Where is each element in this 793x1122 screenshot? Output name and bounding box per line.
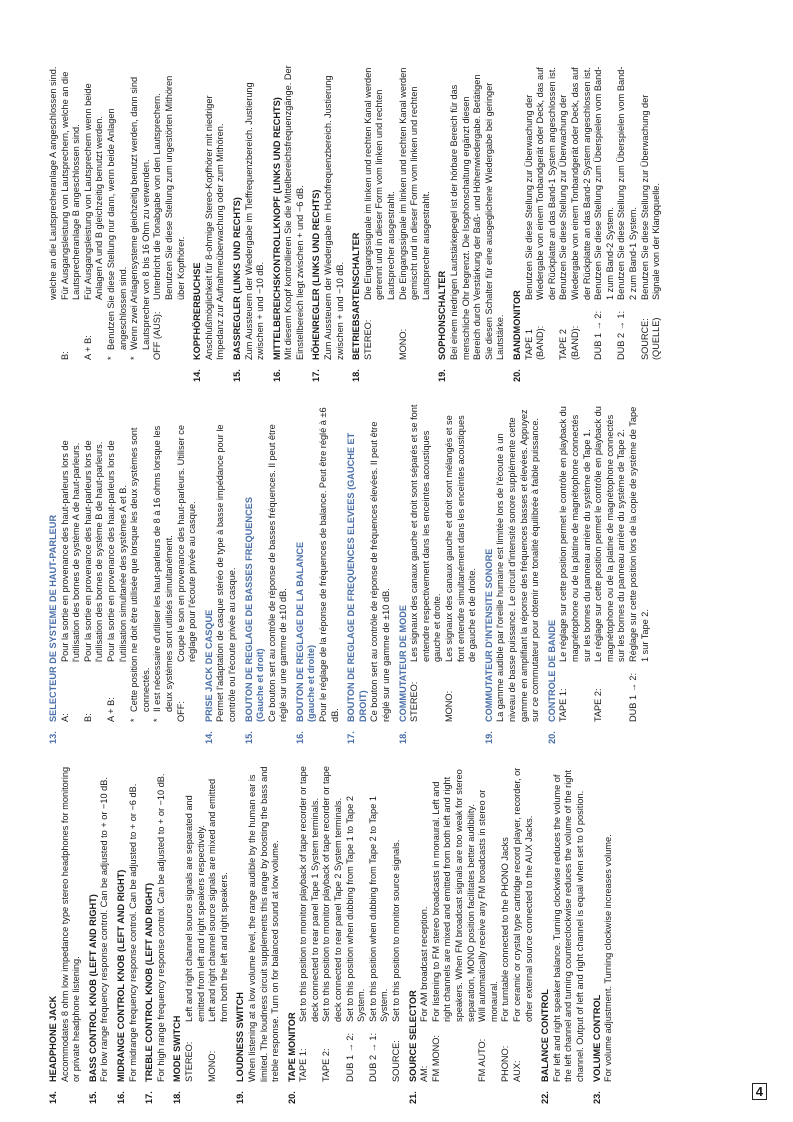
option-key: A + B: <box>105 697 116 722</box>
option-key: FM MONO: <box>430 1035 441 1082</box>
option-row <box>431 764 477 1082</box>
section <box>48 64 187 382</box>
bullet-icon: * <box>129 718 140 722</box>
section-content <box>48 404 199 722</box>
option-row <box>60 404 83 722</box>
option-desc: Für Ausgangsleistung von Lautsprechern, welche an die Lautsprecheranlage B angeschlossen sind. <box>59 71 82 300</box>
option-desc: Pour la sortie en provenance des haut-parleurs lors de l'utilisation des bornes de système B de haut-parleurs. <box>82 440 105 662</box>
section-title: SOPHONSCHALTER <box>437 270 448 360</box>
option-desc: Set to this position to monitor playback of tape recorder or tape deck connected to rear panel Tape 1 System terminals. <box>298 766 320 1022</box>
section-title: BOUTON DE REGLAGE DE BASSES FREQUENCES <box>243 497 254 722</box>
section-number: 22. <box>540 1091 551 1104</box>
option-key: B: <box>59 351 70 360</box>
option-desc: For listening to FM stereo broadcasts in monaural. Left and right channels are mixed and emitted from both left and right speakers. When FM broadcast signals are too weak for stereo separation, MONO position facilitates better audibility. <box>430 769 476 1022</box>
option-desc: Les signaux des canaux gauche et droit sont mélangés et se font entendre simultanément dans les enceintes acoustiques de gauche et de droite. <box>444 415 478 662</box>
option-key: STEREO: <box>183 1041 194 1082</box>
section-content <box>287 764 403 1082</box>
section-content <box>172 764 230 1082</box>
option-key: TAPE 1: <box>298 1048 309 1082</box>
section <box>351 64 432 382</box>
bullet-text: Benutzen Sie diese Stellung nur dann, wenn beide Anlagen angeschlossen sind. <box>105 108 128 350</box>
option-row <box>184 764 207 1082</box>
section-title: LOUDNESS SWITCH <box>235 992 246 1082</box>
section <box>244 404 290 744</box>
section-content <box>88 764 111 1082</box>
bullet-icon: * <box>129 356 140 360</box>
german-column <box>48 64 768 382</box>
section-number: 19. <box>437 369 448 382</box>
option-row <box>512 764 535 1082</box>
section <box>272 64 307 382</box>
section-number: 17. <box>144 1091 155 1104</box>
section-number <box>48 360 187 382</box>
section-body: Zum Aussteuern der Wiedergabe im Hochfrequenzbereich. Justierung zwischen + und −10 dB. <box>323 75 345 360</box>
bullet-text: Cette position ne doit être utilisée que lorsque les deux systèmes sont connectés. <box>129 427 151 712</box>
section-subtitle: (gauche et droite) <box>306 644 317 722</box>
option-key: TAPE 2: <box>593 688 604 722</box>
section-body: For left and right speaker balance. Turning clockwise reduces the volume of the left channel and turning counterclockwise reduces the volume of the right channel. Output of left and right channel is equal when set to 0 position. <box>551 769 585 1082</box>
option-key: DUB 1 → 2: <box>344 1032 355 1082</box>
option-row <box>83 64 106 360</box>
section-subtitle: (Gauche et droit) <box>255 648 266 722</box>
bullet-text: Wenn zwei Anlagensysteme gleichzeitig benutzt werden, dann sind Lautsprecher von 8 bis 16 Ohm zu verwenden. <box>129 76 151 350</box>
option-row <box>321 764 344 1082</box>
option-row <box>368 764 391 1082</box>
option-row <box>593 64 616 360</box>
section <box>437 64 507 382</box>
section-body: Pour le réglage de la réponse de fréquences de balance. Peut être réglé à ±6 dB. <box>318 407 340 722</box>
option-desc: Unterbricht die Tonabgabe von den Lautsprechern. Benutzen Sie diese Stellung zum ungestörten Mithören über Kopfhörer. <box>152 75 186 300</box>
section-title: MIDRANGE CONTROL KNOB (LEFT AND RIGHT) <box>115 869 126 1082</box>
section <box>48 404 199 744</box>
option-desc: Left and right channel source signals are separated and emitted from left and right speakers respectively. <box>183 795 206 1022</box>
section-title: BANDMONITOR <box>511 290 522 360</box>
section-content <box>116 764 139 1082</box>
option-key: MONO: <box>444 690 454 722</box>
section-title: BASSREGLER (LINKS UND RECHTS) <box>231 197 242 360</box>
section-content <box>592 764 615 1082</box>
section-title: COMMUTATEUR DE MODE <box>397 604 408 722</box>
section-title: BOUTON DE REGLAGE DE FREQUENCES ELEVEES (GAUCHE ET DROIT) <box>346 432 368 722</box>
section <box>48 764 83 1104</box>
section <box>547 404 651 744</box>
option-desc: Pour la sortie en provenance des haut-parleurs lors de l'utilisation des bornes de système A de haut-parleurs. <box>59 440 82 662</box>
section-content <box>272 64 307 360</box>
option-row <box>558 64 593 360</box>
section <box>408 764 536 1104</box>
section-content <box>232 64 267 360</box>
section-title: BOUTON DE REGLAGE DE LA BALANCE <box>294 541 305 722</box>
option-row <box>176 404 199 722</box>
section-number: 19. <box>483 731 494 744</box>
section-title: COMMUTATEUR D'INTENSITE SONORE <box>483 548 494 722</box>
section-title: HÖHENREGLER (LINKS UND RECHTS) <box>311 189 322 360</box>
option-row <box>345 764 368 1082</box>
section-title: BETRIEBSARTENSCHALTER <box>351 232 362 360</box>
option-key: DUB 2 → 1: <box>367 1032 378 1082</box>
section <box>235 764 281 1104</box>
option-row <box>640 64 663 360</box>
option-key: STEREO: <box>409 681 420 722</box>
section-number: 15. <box>243 731 254 744</box>
option-key: FM AUTO: <box>477 1038 488 1082</box>
section-content <box>351 64 432 360</box>
option-desc: Pour la sortie en provenance des haut-parleurs lors de l'utilisation simultanée des systèmes A et B. <box>105 440 128 662</box>
section-content <box>484 404 542 722</box>
section-number: 20. <box>286 1091 297 1104</box>
option-key: B: <box>82 713 93 722</box>
option-key: TAPE 1: <box>558 688 569 722</box>
section-number: 15. <box>87 1091 98 1104</box>
option-row <box>60 64 83 360</box>
section-body: When listening at a low volume level, the range audible by the human ear is limited. The loudness circuit supplements this range by boosting the bass and treble response. Turn on for balanced sound at low volume. <box>246 766 281 1082</box>
option-row <box>628 404 651 722</box>
section-content <box>512 64 663 360</box>
section-body: Ce bouton sert au contrôle de réponse de basses fréquences. Il peut être réglé sur une gamme de ±10 dB. <box>266 424 289 722</box>
option-desc: Die Eingangssignale im linken und rechten Kanal werden getrennt und in dieser Form vom linken und rechten Lautsprecher ausgestrahlt. <box>362 67 397 300</box>
section-title: TAPE MONITOR <box>286 1012 297 1082</box>
option-desc: Set to this position when dubbing from Tape 2 to Tape 1 System. <box>367 796 390 1022</box>
section <box>311 64 346 382</box>
section-number: 18. <box>397 731 408 744</box>
section-title: MITTELBEREICHSKONTROLLKNOPF (LINKS UND RECHTS) <box>271 97 282 360</box>
option-key: STEREO: <box>362 319 373 360</box>
section-body: For low range frequency response control. Can be adjusted to + or −10 dB. <box>99 777 110 1082</box>
option-desc: Le réglage sur cette position permet le contrôle en playback du magnétophone ou de la platine de magnétophone connectés sur les bornes du panneau arrière du système de Tape 1. <box>558 406 592 662</box>
option-key: MONO: <box>397 328 408 360</box>
option-desc: Set to this position when dubbing from Tape 1 to Tape 2 System. <box>344 796 367 1022</box>
english-column <box>48 764 768 1104</box>
option-desc: Die Eingangssignale im linken und rechten Kanal werden gemischt und in dieser Form vom linken und rechten Lautsprecher ausgestrahlt. <box>397 67 431 300</box>
section-content <box>144 764 167 1082</box>
section-title: BALANCE CONTROL <box>540 989 551 1082</box>
option-desc: Benutzen Sie diese Stellung zum Überspielen vom Band-2 zum Band-1 System. <box>616 66 638 300</box>
section <box>540 764 586 1104</box>
option-desc: Benutzen Sie diese Stellung zur Überwachung der Wiedergabe von einem Tonbandgerät oder Deck, das auf der Rückplatte an das Band-1 System angeschlossen ist. <box>523 67 557 300</box>
section-content <box>48 764 83 1082</box>
option-desc: Set to this position to monitor source signals. <box>391 839 402 1022</box>
option-row <box>616 64 639 360</box>
option-row <box>500 764 512 1082</box>
option-key: A + B: <box>82 335 93 360</box>
option-key: DUB 1 → 2: <box>593 310 604 360</box>
bullet-note <box>129 404 152 722</box>
section-number: 23. <box>591 1091 602 1104</box>
option-row <box>391 764 403 1082</box>
option-key: TAPE 1 (BAND): <box>523 325 546 360</box>
option-desc: Le réglage sur cette position permet le contrôle en playback du magnétophone ou de la platine de magnétophone connectés sur les bornes du panneau arrière du système de Tape 2. <box>593 406 627 662</box>
section-content <box>48 64 187 360</box>
section-number: 20. <box>546 731 557 744</box>
option-key: DUB 1 → 2: <box>627 672 638 722</box>
section-number: 18. <box>172 1091 183 1104</box>
section-body: Anschlußmöglichkeit für 8-ohmige Stereo-Kopfhörer mit niedriger Impedanz zur Aufnahmeüberwachung oder zum Mithören. <box>203 95 226 360</box>
section-content <box>204 404 239 722</box>
section-content <box>244 404 290 722</box>
option-desc: Set to this position to monitor playback of tape recorder or tape deck connected to rear panel Tape 2 System terminals. <box>321 766 344 1022</box>
section-number: 13. <box>48 731 58 744</box>
option-desc: Will automatically receive any FM broadcasts in stereo or monaural. <box>477 789 499 1022</box>
section-title: MODE SWITCH <box>172 1015 183 1082</box>
option-desc: For turntable connected to the PHONO Jacks <box>500 837 511 1022</box>
option-row <box>298 764 321 1082</box>
option-row <box>398 64 433 360</box>
option-key: PHONO: <box>500 1045 511 1082</box>
section-number: 20. <box>511 369 522 382</box>
option-key: MONO: <box>207 1050 218 1082</box>
section-number: 16. <box>294 731 305 744</box>
section-content <box>311 64 346 360</box>
section-number: 21. <box>407 1091 418 1104</box>
section-content <box>547 404 651 722</box>
section-body: Ce bouton sert au contrôle de réponse de fréquences élevées. Il peut être réglé sur une gamme de ±10 dB. <box>369 421 392 722</box>
section <box>592 764 615 1104</box>
option-row <box>409 404 444 722</box>
section-number: 15. <box>231 369 242 382</box>
section-title: HEADPHONE JACK <box>48 995 58 1082</box>
option-key <box>48 300 60 360</box>
page-number: 4 <box>752 1083 767 1100</box>
section-number: 18. <box>351 369 362 382</box>
section-content <box>235 764 281 1082</box>
section-content <box>295 404 341 722</box>
section <box>172 764 230 1104</box>
section <box>88 764 111 1104</box>
section <box>144 764 167 1104</box>
section <box>484 404 542 744</box>
option-key: AUX: <box>511 1060 522 1082</box>
option-key: TAPE 2: <box>321 1048 332 1082</box>
bullet-note <box>152 404 175 722</box>
option-row <box>444 404 479 722</box>
section-number: 16. <box>115 1091 126 1104</box>
bullet-icon: * <box>105 356 116 360</box>
section-body: Zum Aussteuern der Wiedergabe im Tieffrequenzbereich. Justierung zwischen + und −10 dB. <box>243 82 266 360</box>
option-desc: For AM broadcast reception. <box>419 906 430 1022</box>
option-desc: Coupe le son en provenance des haut-parleurs. Utiliser ce réglage pour l'écoute privée au casque. <box>175 425 198 662</box>
option-desc: Benutzen Sie diese Stellung zum Überspielen vom Band-1 zum Band-2 System. <box>593 66 615 300</box>
section-title: SELECTEUR DE SYSTEME DE HAUT-PARLEUR <box>48 514 58 722</box>
section <box>204 404 239 744</box>
section-title: PRISE JACK DE CASQUE <box>203 609 214 722</box>
option-desc: Benutzen Sie diese Stellung zur Überwachung der Wiedergabe von einem Tonbandgerät oder Deck, das auf der Rückplatte an das Band-2 System angeschlossen ist. <box>558 67 592 300</box>
option-row <box>524 64 559 360</box>
option-desc: Les signaux des canaux gauche et droit sont séparés et se font entendre respectivement dans les enceintes acoustiques gauche et droite. <box>409 404 443 662</box>
option-key: DUB 2 → 1: <box>616 310 627 360</box>
option-desc: Réglage sur cette position lors de la copie de système de Tape 1 sur Tape 2. <box>627 406 650 662</box>
section-number: 14. <box>203 731 214 744</box>
section-title: VOLUME CONTROL <box>591 994 602 1082</box>
section <box>295 404 341 744</box>
bullet-note <box>129 64 152 360</box>
bullet-icon: * <box>152 718 163 722</box>
section <box>192 64 227 382</box>
section <box>398 404 479 744</box>
option-key: AM: <box>419 1065 430 1082</box>
bullet-note <box>106 64 129 360</box>
option-key: OFF (AUS): <box>152 311 163 360</box>
option-row <box>419 764 431 1082</box>
section-number: 19. <box>235 1091 246 1104</box>
section-content <box>398 404 479 722</box>
section <box>287 764 403 1104</box>
section-number: 16. <box>271 369 282 382</box>
option-desc: welche an die Lautsprecheranlage A angeschlossen sind. <box>48 66 58 300</box>
option-row <box>477 764 500 1082</box>
section-body: For high range frequency response control. Can be adjusted to + or −10 dB. <box>155 773 166 1082</box>
section <box>116 764 139 1104</box>
section-title: KOPFHÖRERBUCHSE <box>192 262 203 360</box>
option-row <box>106 404 129 722</box>
section-number: 17. <box>311 369 322 382</box>
option-row <box>152 64 187 360</box>
section <box>346 404 392 744</box>
section-body: Accommodates 8 ohm low impedance type stereo headphones for monitoring or private headphone listening. <box>59 766 82 1082</box>
option-key: A: <box>59 713 70 722</box>
section-title: SOURCE SELECTOR <box>407 990 418 1082</box>
option-row <box>363 64 398 360</box>
option-key: SOURCE: (QUELLE) <box>639 317 662 360</box>
option-desc: For ceramic or crystal type cartridge record player, recorder, or other external source connected to the AUX Jacks. <box>511 767 534 1022</box>
section-content <box>540 764 586 1082</box>
option-row <box>83 404 106 722</box>
section-content <box>346 404 392 722</box>
section-body: Mit diesem Knopf kontrollieren Sie die Mittelbereichsfrequenzgänge. Der Einstellbereich liegt zwischen + und −6 dB. <box>283 65 305 360</box>
option-key: SOURCE: <box>391 1040 402 1082</box>
section-body: For volume adjustment. Turning clockwise increases volume. <box>603 834 614 1082</box>
option-row <box>48 64 60 360</box>
option-row <box>207 764 230 1082</box>
section-content <box>437 64 507 360</box>
option-key: TAPE 2 (BAND): <box>558 325 580 360</box>
option-desc: Für Ausgangsleistung von Lautsprechern wenn beide Anlagen A und B gleichzeitig benutzt werden. <box>82 83 105 300</box>
section <box>232 64 267 382</box>
section-content <box>408 764 536 1082</box>
section-body: Bei einem niedrigen Lautstärkepegel ist der hörbare Bereich für das menschliche Ohr begrenzt. Die Isophonschaltung ergänzt diesen Bereich durch Verstärkung der Baß- und Höhenwiedergabe. Betätigen Sie diesen Schalter für eine ausgeglichene Wiedergabe bei geringer Lautstärke. <box>449 74 506 360</box>
section-title: TREBLE CONTROL KNOB (LEFT AND RIGHT) <box>144 882 155 1082</box>
section-title: BASS CONTROL KNOB (LEFT AND RIGHT) <box>87 894 98 1082</box>
option-key: OFF: <box>175 701 186 722</box>
option-row <box>593 404 628 722</box>
option-row <box>558 404 593 722</box>
section-body: For midrange frequency response control. Can be adjusted to + or −6 dB. <box>127 783 138 1082</box>
section-title: CONTROLE DE BANDE <box>546 619 557 722</box>
french-column <box>48 404 768 744</box>
section-number: 14. <box>48 1091 58 1104</box>
bullet-text: Il est nécessaire d'utiliser les haut-parleurs de 8 à 16 ohms lorsque les deux systèmes sont utilisés simultanément. <box>152 425 174 712</box>
option-desc: Left and right channel source signals are mixed and emitted from both the left and right speakers. <box>207 778 229 1022</box>
section-body: La gamme audible par l'oreille humaine est limitée lors de l'écoute à un niveau de basse puissance. Le circuit d'intensité sonore supplémente cette gamme en amplifiant la réponse des fréquences basses et élevées. Appuyez sur ce commutateur pour obtenir une tonalité équilibrée à faible puissance. <box>495 409 541 722</box>
section-number: 17. <box>346 731 357 744</box>
option-desc: Benutzen Sie diese Stellung zur Überwachung der Signale von der Klangquelle. <box>639 94 662 300</box>
section-content <box>192 64 227 360</box>
section-number: 14. <box>192 369 203 382</box>
section-body: Permet l'adaptation de casque stéréo de type à basse impédance pour le contrôle ou l'écoute privée au casque. <box>215 424 237 722</box>
section <box>512 64 663 382</box>
